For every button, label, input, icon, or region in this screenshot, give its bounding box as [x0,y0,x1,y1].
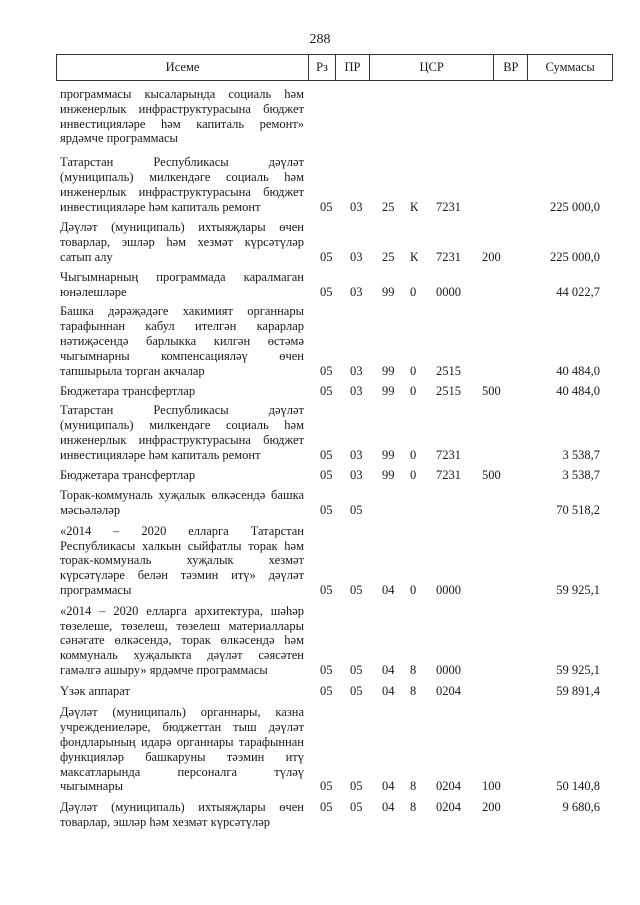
row-name [60,524,308,598]
row-name-line: ярдәмче программасы [60,131,178,146]
row-tsr-direction: 7231 [436,249,461,264]
table-body [60,82,600,830]
row-name [60,488,308,518]
row-name-line: инвестицияләре һәм капиталь ремонт [60,199,261,214]
row-tsr-subprogram: 0 [410,468,417,483]
row-rz: 05 [320,662,333,677]
row-name-line: Дәүләт (муниципаль) органнары, казна [60,705,304,720]
row-name-line: мәсьәләләр [60,502,121,517]
row-rz: 05 [320,249,333,264]
header-name: Исеме [57,55,309,80]
row-vr: 200 [482,249,501,264]
row-name-line: тапшырыла торган акчалар [60,363,205,378]
row-tsr-program: 04 [382,800,395,815]
row-tsr-subprogram: К [410,199,419,214]
row-name [60,384,308,399]
table-row [60,270,600,300]
row-name-line: функцияләр башкаруны тәэмин итү [60,749,304,764]
row-tsr-direction: 0204 [436,683,461,698]
row-name-line: Республикасы халкын сыйфатлы торак һәм [60,538,304,553]
row-sum: 225 000,0 [550,249,600,264]
row-tsr-program: 25 [382,249,395,264]
row-name-line: Чыгымнарның программада каралмаган [60,269,304,284]
row-pr: 05 [350,683,363,698]
row-tsr-subprogram: 8 [410,662,417,677]
row-rz: 05 [320,779,333,794]
row-tsr-program: 99 [382,384,395,399]
row-name [60,87,308,146]
row-tsr-program: 04 [382,662,395,677]
row-name-line: учреждениеләре, бюджеттан тыш дәүләт [60,720,304,735]
row-tsr-direction: 7231 [436,468,461,483]
row-tsr-program: 04 [382,779,395,794]
row-pr: 03 [350,284,363,299]
row-vr: 500 [482,384,501,399]
row-name-line: торак-коммуналь хуҗалык хезмәт [60,553,304,568]
table-row [60,800,600,830]
row-tsr-program: 04 [382,582,395,597]
row-tsr-direction: 7231 [436,199,461,214]
header-vr: ВР [494,55,528,80]
row-pr: 05 [350,582,363,597]
row-name-line: чыгымнарны компенсацияләү өчен [60,348,304,363]
row-tsr-program: 99 [382,447,395,462]
header-csr: ЦСР [370,55,495,80]
row-name-line: коммуналь хуҗалыкта дәүләт сәясәтен [60,648,304,663]
row-name-line: Үзәк аппарат [60,683,130,698]
row-name-line: (муниципаль) милкендәге социаль һәм [60,169,304,184]
row-tsr-program: 04 [382,683,395,698]
row-rz: 05 [320,199,333,214]
row-pr: 03 [350,363,363,378]
table-row [60,468,600,483]
row-name-line: «2014 – 2020 елларга Татарстан [60,523,304,538]
row-name [60,468,308,483]
row-rz: 05 [320,502,333,517]
row-name-line: инвестицияләре һәм капиталь ремонт» [60,116,304,131]
table-row [60,488,600,518]
row-sum: 50 140,8 [556,779,600,794]
row-sum: 59 891,4 [556,683,600,698]
row-name [60,800,308,830]
row-pr: 03 [350,249,363,264]
row-name-line: (муниципаль) милкендәге социаль һәм [60,417,304,432]
row-name-line: Башка дәрәҗәдәге хакимият органнары [60,304,304,319]
row-tsr-direction: 2515 [436,384,461,399]
row-pr: 03 [350,447,363,462]
row-tsr-program: 25 [382,199,395,214]
row-name-line: Бюджетара трансфертлар [60,468,196,483]
row-name-line: максатларында персоналга түләү [60,764,304,779]
table-row [60,220,600,264]
row-name-line: нәтиҗәсендә барлыкка килгән өстәмә [60,333,304,348]
row-name [60,684,308,699]
row-name-line: сәнәгате өлкәсендә, торак өлкәсендә һәм [60,633,304,648]
row-tsr-subprogram: 8 [410,800,417,815]
row-name-line: Татарстан Республикасы дәүләт [60,155,304,170]
row-name-line: юнәлешләре [60,284,127,299]
row-name-line: «2014 – 2020 елларга архитектура, шәһәр [60,603,304,618]
row-name-line: күрсәтүләре белән тәэмин итү» дәүләт [60,568,304,583]
table-row [60,384,600,399]
row-name [60,270,308,300]
row-tsr-program: 99 [382,284,395,299]
row-name-line: инженерлык инфраструктурасына бюджет [60,184,304,199]
row-name-line: инвестицияләре һәм капиталь ремонт [60,447,261,462]
table-row [60,403,600,462]
row-tsr-subprogram: 8 [410,779,417,794]
row-pr: 05 [350,779,363,794]
row-pr: 05 [350,800,363,815]
table-row [60,705,600,794]
row-tsr-subprogram: 0 [410,447,417,462]
row-tsr-subprogram: 0 [410,363,417,378]
row-tsr-subprogram: К [410,249,419,264]
table-row [60,304,600,378]
row-sum: 40 484,0 [556,363,600,378]
row-rz: 05 [320,800,333,815]
row-tsr-subprogram: 0 [410,384,417,399]
row-sum: 9 680,6 [562,800,600,815]
row-name-line: Дәүләт (муниципаль) ихтыяҗлары өчен [60,220,304,235]
row-pr: 03 [350,468,363,483]
row-rz: 05 [320,582,333,597]
row-tsr-direction: 0204 [436,800,461,815]
row-name-line: Торак-коммуналь хуҗалык өлкәсендә башка [60,488,304,503]
row-name [60,705,308,794]
row-name-line: инженерлык инфраструктурасына бюджет [60,432,304,447]
row-name-line: чыгымнары [60,779,124,794]
row-name-line: сатып алу [60,249,113,264]
row-pr: 03 [350,384,363,399]
row-name-line: төзелеше, төзелеш, төзелеш материаллары [60,618,304,633]
row-tsr-program: 99 [382,363,395,378]
row-vr: 200 [482,800,501,815]
row-name-line: тарафыннан кабул ителгән карарлар [60,319,304,334]
row-name-line: программасы кысаларында социаль һәм [60,87,304,101]
row-pr: 05 [350,662,363,677]
row-tsr-direction: 0000 [436,582,461,597]
row-sum: 59 925,1 [556,582,600,597]
row-sum: 40 484,0 [556,384,600,399]
table-row [60,87,600,146]
table-row [60,155,600,214]
row-tsr-subprogram: 0 [410,284,417,299]
row-vr: 100 [482,779,501,794]
row-tsr-program: 99 [382,468,395,483]
header-pr: ПР [336,55,370,80]
row-rz: 05 [320,384,333,399]
row-name-line: гамәлгә ашыру» ярдәмче программасы [60,662,268,677]
row-tsr-direction: 0000 [436,662,461,677]
row-sum: 59 925,1 [556,662,600,677]
row-pr: 03 [350,199,363,214]
row-name-line: товарлар, эшләр һәм хезмәт күрсәтүләр [60,235,304,250]
row-name-line: программасы [60,582,132,597]
table-row [60,524,600,598]
row-tsr-direction: 7231 [436,447,461,462]
row-name-line: инженерлык инфраструктурасына бюджет [60,101,304,116]
row-name [60,604,308,678]
page-number: 288 [309,32,331,47]
row-sum: 70 518,2 [556,502,600,517]
row-tsr-direction: 0204 [436,779,461,794]
row-name-line: товарлар, эшләр һәм хезмәт күрсәтүләр [60,815,271,830]
row-sum: 3 538,7 [562,468,600,483]
row-vr: 500 [482,468,501,483]
row-name-line: Бюджетара трансфертлар [60,384,196,399]
row-rz: 05 [320,683,333,698]
row-name-line: фондларының идарә органнары тарафыннан [60,735,304,750]
table-header [56,54,613,81]
row-rz: 05 [320,363,333,378]
row-rz: 05 [320,447,333,462]
table-row [60,604,600,678]
row-tsr-direction: 0000 [436,284,461,299]
row-rz: 05 [320,468,333,483]
row-name [60,403,308,462]
row-pr: 05 [350,502,363,517]
row-name-line: Татарстан Республикасы дәүләт [60,403,304,418]
row-name [60,304,308,378]
header-sum: Суммасы [545,60,595,74]
row-sum: 3 538,7 [562,447,600,462]
row-name [60,220,308,264]
row-tsr-subprogram: 0 [410,582,417,597]
row-name [60,155,308,214]
row-tsr-subprogram: 8 [410,683,417,698]
header-rz: Рз [309,55,336,80]
row-rz: 05 [320,284,333,299]
table-row [60,684,600,699]
row-sum: 44 022,7 [556,284,600,299]
row-name-line: Дәүләт (муниципаль) ихтыяҗлары өчен [60,800,304,815]
row-sum: 225 000,0 [550,199,600,214]
row-tsr-direction: 2515 [436,363,461,378]
